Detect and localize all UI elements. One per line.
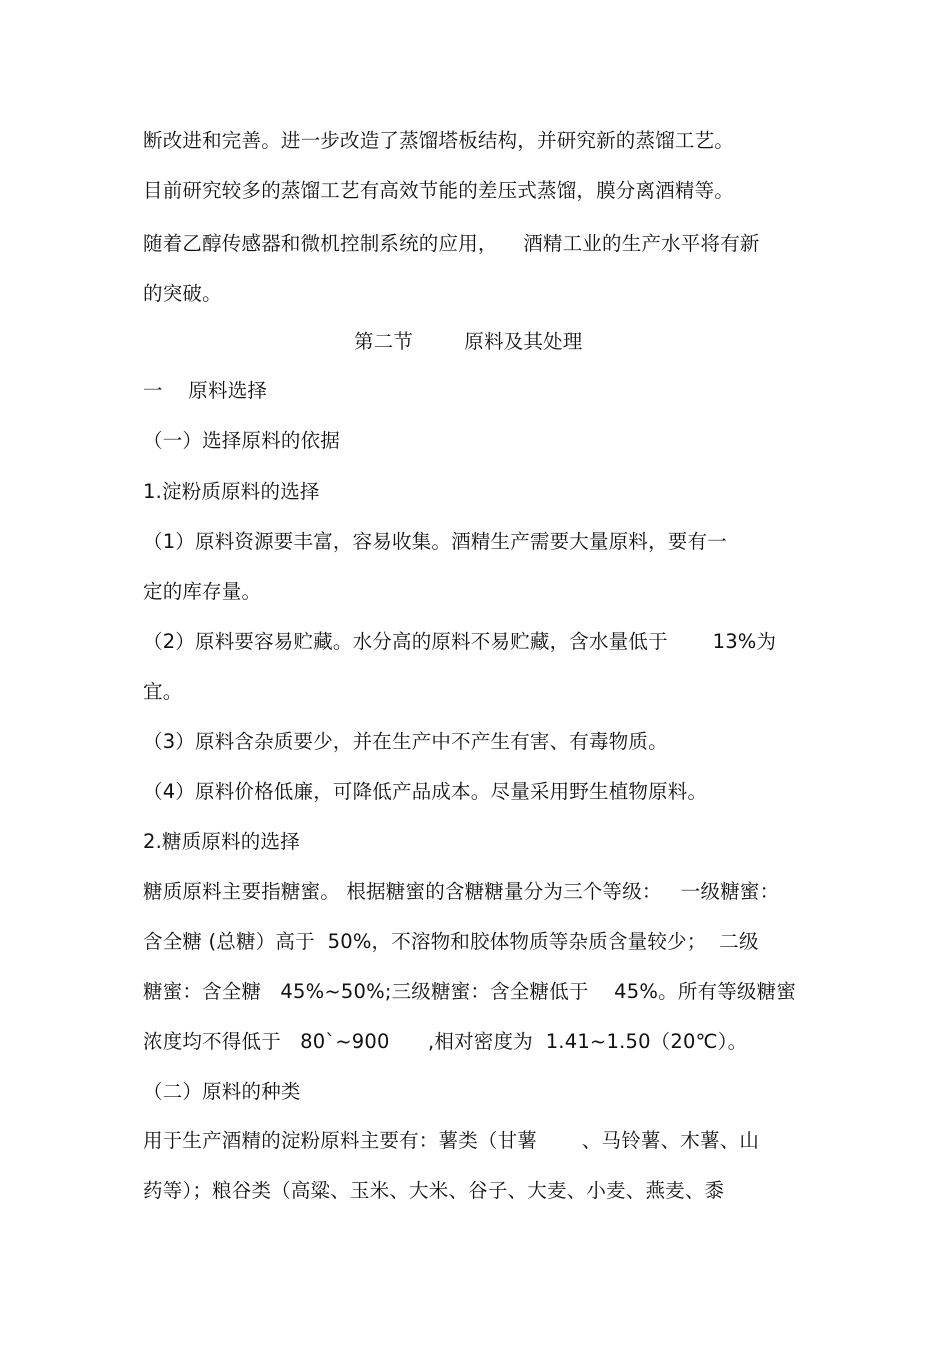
item-heading: 1.淀粉质原料的选择 [143,480,320,503]
subsection-heading: （二）原料的种类 [143,1080,301,1103]
paragraph-line: （1）原料资源要丰富，容易收集。酒精生产需要大量原料，要有一 [143,530,727,553]
paragraph-line: （2）原料要容易贮藏。水分高的原料不易贮藏，含水量低于 13%为 [143,630,777,653]
paragraph-line: （4）原料价格低廉，可降低产品成本。尽量采用野生植物原料。 [143,780,708,803]
paragraph-line: （3）原料含杂质要少，并在生产中不产生有害、有毒物质。 [143,730,668,753]
paragraph-line: 糖质原料主要指糖蜜。 根据糖蜜的含糖糖量分为三个等级： 一级糖蜜： [143,880,780,903]
paragraph-line: 药等）；粮谷类（高粱、玉米、大米、谷子、大麦、小麦、燕麦、黍 [143,1179,725,1202]
paragraph-line: 浓度均不得低于 80`~900 ,相对密度为 1.41~1.50（20℃）。 [143,1030,748,1053]
paragraph-line: 的突破。 [143,282,222,305]
paragraph-line: 断改进和完善。进一步改造了蒸馏塔板结构，并研究新的蒸馏工艺。 [143,129,735,152]
paragraph-line: 随着乙醇传感器和微机控制系统的应用， 酒精工业的生产水平将有新 [143,232,760,255]
paragraph-line: 宜。 [143,680,183,703]
paragraph-line: 含全糖 (总糖）高于 50%，不溶物和胶体物质等杂质含量较少； 二级 [143,930,759,953]
item-heading: 2.糖质原料的选择 [143,830,300,853]
section-title: 第二节 原料及其处理 [354,330,583,353]
paragraph-line: 用于生产酒精的淀粉原料主要有：薯类（甘薯 、马铃薯、木薯、山 [143,1129,760,1152]
paragraph-line: 糖蜜：含全糖 45%~50%;三级糖蜜：含全糖低于 45%。所有等级糖蜜 [143,980,797,1003]
subsection-heading: （一）选择原料的依据 [143,429,341,452]
paragraph-line: 定的库存量。 [143,580,262,603]
paragraph-line: 目前研究较多的蒸馏工艺有高效节能的差压式蒸馏，膜分离酒精等。 [143,179,735,202]
section-heading: 一 原料选择 [143,379,268,402]
